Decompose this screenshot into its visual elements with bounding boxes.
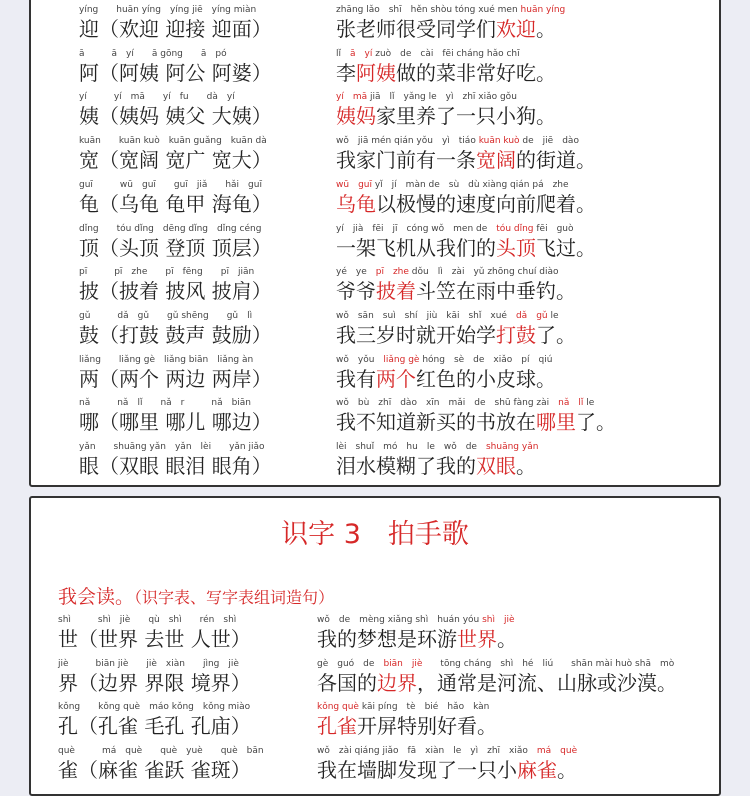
example-sentence	[336, 278, 576, 304]
sentence-pinyin	[336, 267, 559, 278]
example-sentence-part: 头顶	[496, 235, 536, 260]
example-sentence-part: 边界	[377, 670, 417, 695]
character-words: 雀（麻雀 雀跃 雀斑）	[58, 758, 251, 783]
example-sentence	[336, 235, 596, 261]
sentence-pinyin-part: tóu dǐng	[496, 223, 534, 234]
sentence-pinyin-part: nǎ lǐ	[558, 398, 584, 409]
word-pinyin: shì shì jiè qù shì rén shì	[58, 615, 237, 625]
example-sentence-part: 了。	[576, 410, 616, 435]
word-pinyin: gǔ dǎ gǔ gǔ shēng gǔ lì	[79, 310, 253, 321]
example-sentence-part: 我有	[336, 366, 376, 391]
example-sentence	[317, 757, 577, 783]
lesson3-row	[31, 702, 719, 746]
sentence-pinyin-part: kǒng què	[317, 702, 359, 713]
vocabulary-panel-1	[29, 0, 721, 487]
example-sentence-part: ，通常是河流、山脉或沙漠。	[417, 670, 677, 695]
sentence-pinyin	[336, 355, 552, 366]
example-sentence-part: 我在墙脚发现了一只小	[317, 758, 517, 783]
example-sentence	[336, 409, 616, 435]
word-pinyin: jiè biān jiè jiè xiàn jìng jiè	[58, 658, 239, 669]
sentence-pinyin	[336, 49, 520, 60]
sentence-pinyin-part: wǒ sān suì shí jiù kāi shǐ xué	[336, 310, 516, 321]
vocab-row	[31, 92, 719, 136]
sentence-pinyin-part: dǒu lì zài yǔ zhōng chuí diào	[408, 267, 559, 278]
vocab-row	[31, 355, 719, 399]
word-pinyin: ā ā yí ā gōng ā pó	[79, 48, 227, 59]
sentence-pinyin-part: yí mā	[336, 92, 368, 103]
example-sentence-part: 斗笠在雨中垂钓。	[416, 279, 576, 304]
sentence-pinyin-part: pī zhe	[375, 267, 409, 278]
sentence-pinyin-part: wǒ zài qiáng jiǎo fā xiàn le yì zhī xiǎo	[317, 746, 537, 757]
word-pinyin: yí yí mā yí fu dà yí	[79, 92, 235, 103]
sentence-pinyin	[336, 224, 574, 235]
example-sentence-part: 家里养了一只小狗。	[376, 104, 556, 129]
exercise-heading-sub: （识字表、写字表组词造句）	[134, 588, 335, 607]
word-pinyin: què má què què yuè què bān	[58, 746, 264, 757]
example-sentence-part: 。	[516, 454, 536, 478]
example-sentence-part: 我家门前有一条	[336, 148, 476, 173]
example-sentence-part: 孔雀	[317, 714, 357, 739]
example-sentence	[336, 366, 556, 392]
sentence-pinyin-part: le	[583, 398, 595, 409]
word-pinyin: kǒng kǒng què máo kǒng kǒng miào	[58, 702, 251, 713]
sentence-pinyin	[317, 746, 577, 757]
example-sentence-part: 打鼓	[496, 322, 536, 347]
sentence-pinyin-part: wǒ de mèng xiǎng shì huán yóu	[317, 615, 483, 625]
sentence-pinyin-part: má què	[536, 746, 578, 757]
example-sentence-part: 红色的小皮球。	[416, 366, 556, 391]
example-sentence	[336, 147, 596, 173]
example-sentence	[336, 453, 536, 479]
sentence-pinyin-part: lèi shuǐ mó hu le wǒ de	[336, 442, 486, 452]
example-sentence-part: 飞过。	[536, 235, 596, 260]
character-words: 迎（欢迎 迎接 迎面）	[79, 17, 272, 41]
sentence-pinyin-part: jiā lǐ yǎng le yì zhī xiǎo gǒu	[367, 92, 517, 103]
character-words: 界（边界 界限 境界）	[58, 670, 251, 695]
lesson-title: 识字 3 拍手歌	[281, 519, 469, 550]
lesson3-row	[31, 746, 719, 790]
vocab-row	[31, 267, 719, 311]
vocab-row	[31, 5, 719, 49]
example-sentence-part: 。	[497, 627, 517, 651]
word-pinyin: liǎng liǎng gè liǎng biān liǎng àn	[79, 354, 254, 365]
character-words: 两（两个 两边 两岸）	[79, 366, 272, 391]
sentence-pinyin-part: tōng cháng shì hé liú shān mài huò shā mò	[422, 658, 675, 669]
example-sentence	[317, 670, 677, 696]
example-sentence	[317, 626, 517, 652]
vocab-row	[31, 224, 719, 268]
example-sentence-part: 各国的	[317, 670, 377, 695]
character-words: 龟（乌龟 龟甲 海龟）	[79, 191, 272, 216]
vocab-row	[31, 180, 719, 224]
word-pinyin: kuān kuān kuò kuān guǎng kuān dà	[79, 136, 267, 147]
sentence-pinyin-part: shì jiè	[482, 615, 515, 625]
example-sentence-part: 两个	[376, 366, 416, 391]
sentence-pinyin	[336, 398, 594, 409]
character-words: 姨（姨妈 姨父 大姨）	[79, 104, 272, 129]
character-words: 宽（宽阔 宽广 宽大）	[79, 148, 272, 173]
example-sentence	[317, 713, 497, 739]
word-pinyin: dǐng tóu dǐng dēng dǐng dǐng céng	[79, 223, 262, 234]
example-sentence-part: 李	[336, 60, 356, 85]
sentence-pinyin-part: liǎng gè	[383, 354, 420, 365]
sentence-pinyin	[317, 659, 674, 670]
example-sentence	[336, 191, 596, 217]
sentence-pinyin	[317, 615, 515, 626]
sentence-pinyin-part: hóng sè de xiǎo pí qiú	[419, 354, 553, 365]
vocab-row	[31, 136, 719, 180]
vocab-row	[31, 442, 719, 486]
sentence-pinyin-part: de jiē dào	[519, 136, 579, 147]
character-words: 鼓（打鼓 鼓声 鼓励）	[79, 322, 272, 347]
example-sentence-part: 欢迎	[496, 17, 536, 41]
sentence-pinyin-part: kuān kuò	[478, 136, 520, 147]
example-sentence-part: 阿姨	[356, 60, 396, 85]
word-pinyin: nǎ nǎ lǐ nǎ r nǎ biān	[79, 398, 252, 409]
word-pinyin: yíng huān yíng yíng jiē yíng miàn	[79, 5, 257, 15]
word-pinyin: yǎn shuāng yǎn yǎn lèi yǎn jiǎo	[79, 442, 265, 452]
character-words: 顶（头顶 登顶 顶层）	[79, 235, 272, 260]
sentence-pinyin-part: wū guī	[336, 179, 372, 190]
character-words: 孔（孔雀 毛孔 孔庙）	[58, 714, 251, 739]
example-sentence-part: 的街道。	[516, 148, 596, 173]
word-pinyin: guī wū guī guī jiǎ hǎi guī	[79, 179, 262, 190]
character-words: 眼（双眼 眼泪 眼角）	[79, 454, 272, 478]
example-sentence-part: 世界	[457, 627, 497, 651]
sentence-pinyin-part: wǒ bù zhī dào xīn mǎi de shū fàng zài	[336, 398, 559, 409]
character-words: 世（世界 去世 人世）	[58, 627, 251, 651]
sentence-pinyin-part: shuāng yǎn	[485, 442, 539, 452]
sentence-pinyin-part: yé ye	[336, 267, 376, 278]
sentence-pinyin-part: biān jiè	[383, 658, 423, 669]
vocab-row	[31, 398, 719, 442]
sentence-pinyin-part: kāi píng tè bié hǎo kàn	[358, 702, 490, 713]
example-sentence-part: 做的菜非常好吃。	[396, 60, 556, 85]
sentence-pinyin	[317, 702, 489, 713]
example-sentence-part: 宽阔	[476, 148, 516, 173]
sentence-pinyin	[336, 136, 579, 147]
example-sentence	[336, 60, 556, 86]
vocab-row	[31, 311, 719, 355]
sentence-pinyin-part: yí jià fēi jī cóng wǒ men de	[336, 223, 497, 234]
example-sentence-part: 了。	[536, 322, 576, 347]
vocabulary-panel-2	[29, 496, 721, 796]
sentence-pinyin-part: lǐ	[336, 48, 351, 59]
vocab-row	[31, 49, 719, 93]
example-sentence-part: 泪水模糊了我的	[336, 454, 476, 478]
sentence-pinyin-part: ā yí	[350, 48, 373, 59]
sentence-pinyin-part: wǒ jiā mén qián yǒu yì tiáo	[336, 136, 479, 147]
sentence-pinyin-part: fēi guò	[533, 223, 574, 234]
sentence-pinyin-part: zhāng lǎo shī hěn shòu tóng xué men	[336, 5, 521, 15]
example-sentence-part: 。	[536, 17, 556, 41]
example-sentence-part: 。	[557, 758, 577, 783]
example-sentence-part: 我的梦想是环游	[317, 627, 457, 651]
example-sentence-part: 姨妈	[336, 104, 376, 129]
sentence-pinyin	[336, 442, 538, 453]
sentence-pinyin-part: huān yíng	[520, 5, 566, 15]
lesson3-row	[31, 615, 719, 659]
character-words: 披（披着 披风 披肩）	[79, 279, 272, 304]
example-sentence-part: 以极慢的速度向前爬着。	[376, 191, 596, 216]
lesson3-row	[31, 659, 719, 703]
example-sentence-part: 披着	[376, 279, 416, 304]
sentence-pinyin	[336, 180, 569, 191]
example-sentence-part: 乌龟	[336, 191, 376, 216]
sentence-pinyin-part: wǒ yǒu	[336, 354, 384, 365]
example-sentence	[336, 16, 556, 42]
example-sentence-part: 双眼	[476, 454, 516, 478]
character-words: 哪（哪里 哪儿 哪边）	[79, 410, 272, 435]
example-sentence	[336, 103, 556, 129]
character-words: 阿（阿姨 阿公 阿婆）	[79, 60, 272, 85]
sentence-pinyin	[336, 92, 517, 103]
sentence-pinyin-part: dǎ gǔ	[515, 310, 548, 321]
example-sentence-part: 爷爷	[336, 279, 376, 304]
sentence-pinyin-part: zuò de cài fēi cháng hǎo chī	[372, 48, 520, 59]
sentence-pinyin	[336, 5, 565, 16]
sentence-pinyin-part: yǐ jí màn de sù dù xiàng qián pá zhe	[371, 179, 569, 190]
example-sentence-part: 我不知道新买的书放在	[336, 410, 536, 435]
example-sentence-part: 开屏特别好看。	[357, 714, 497, 739]
example-sentence-part: 麻雀	[517, 758, 557, 783]
sentence-pinyin-part: gè guó de	[317, 658, 384, 669]
example-sentence-part: 张老师很受同学们	[336, 17, 496, 41]
example-sentence	[336, 322, 576, 348]
sentence-pinyin	[336, 311, 559, 322]
word-pinyin: pī pī zhe pī fēng pī jiān	[79, 267, 255, 278]
example-sentence-part: 一架飞机从我们的	[336, 235, 496, 260]
example-sentence-part: 我三岁时就开始学	[336, 322, 496, 347]
example-sentence-part: 哪里	[536, 410, 576, 435]
sentence-pinyin-part: le	[547, 310, 559, 321]
exercise-heading-main: 我会读。	[58, 586, 135, 608]
exercise-heading	[58, 582, 334, 609]
